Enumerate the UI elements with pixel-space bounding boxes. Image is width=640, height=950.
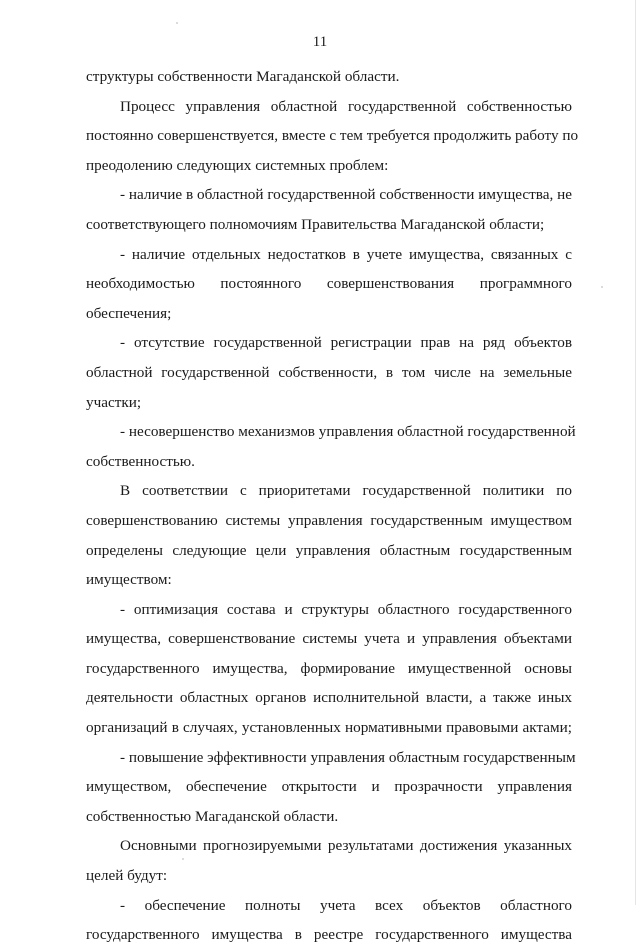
text-line: собственностью Магаданской области. (86, 807, 339, 825)
text-line: - оптимизация состава и структуры областного государственного (120, 600, 572, 618)
scan-speck (601, 286, 603, 288)
text-line: - отсутствие государственной регистрации прав на ряд объектов (120, 334, 572, 352)
text-line: В соответствии с приоритетами государственной политики по (120, 482, 572, 500)
page-number: 11 (312, 34, 328, 50)
text-line: Процесс управления областной государственной собственностью (120, 97, 572, 115)
text-line: соответствующего полномочиям Правительства Магаданской области; (86, 215, 545, 233)
text-line: деятельности областных органов исполнительной власти, а также иных (86, 689, 572, 707)
text-line: преодолению следующих системных проблем: (86, 156, 389, 174)
text-line: необходимостью постоянного совершенствования программного (86, 275, 572, 293)
scan-speck (176, 22, 178, 24)
text-line: государственного имущества, формирование имущественной основы (86, 659, 572, 677)
text-line: - несовершенство механизмов управления областной государственной (120, 423, 576, 441)
text-line: - повышение эффективности управления областным государственным (120, 748, 576, 766)
text-line: имущества, совершенствование системы учета и управления объектами (86, 630, 572, 648)
text-line: - наличие отдельных недостатков в учете имущества, связанных с (120, 245, 572, 263)
text-line: структуры собственности Магаданской области. (86, 68, 400, 85)
text-line: имуществом, обеспечение открытости и прозрачности управления (86, 778, 572, 796)
text-line: государственного имущества в реестре государственного имущества (86, 926, 572, 944)
text-line: совершенствованию системы управления государственным имуществом (86, 511, 572, 529)
scan-edge-line (635, 0, 636, 905)
text-line: областной государственной собственности, в том числе на земельные (86, 363, 572, 381)
text-line: определены следующие цели управления областным государственным (86, 541, 572, 559)
text-line: постоянно совершенствуется, вместе с тем требуется продолжить работу по (86, 127, 579, 145)
text-line: - обеспечение полноты учета всех объектов областного (120, 896, 572, 914)
text-line: - наличие в областной государственной собственности имущества, не (120, 186, 572, 204)
text-line: участки; (86, 393, 142, 411)
text-line: целей будут: (86, 867, 168, 885)
body-text (86, 62, 579, 950)
text-line: обеспечения; (86, 304, 172, 322)
text-line: Основными прогнозируемыми результатами достижения указанных (120, 837, 572, 855)
text-line: имуществом: (86, 571, 172, 589)
text-line: собственностью. (86, 452, 195, 470)
text-line: организаций в случаях, установленных нормативными правовыми актами; (86, 719, 572, 737)
